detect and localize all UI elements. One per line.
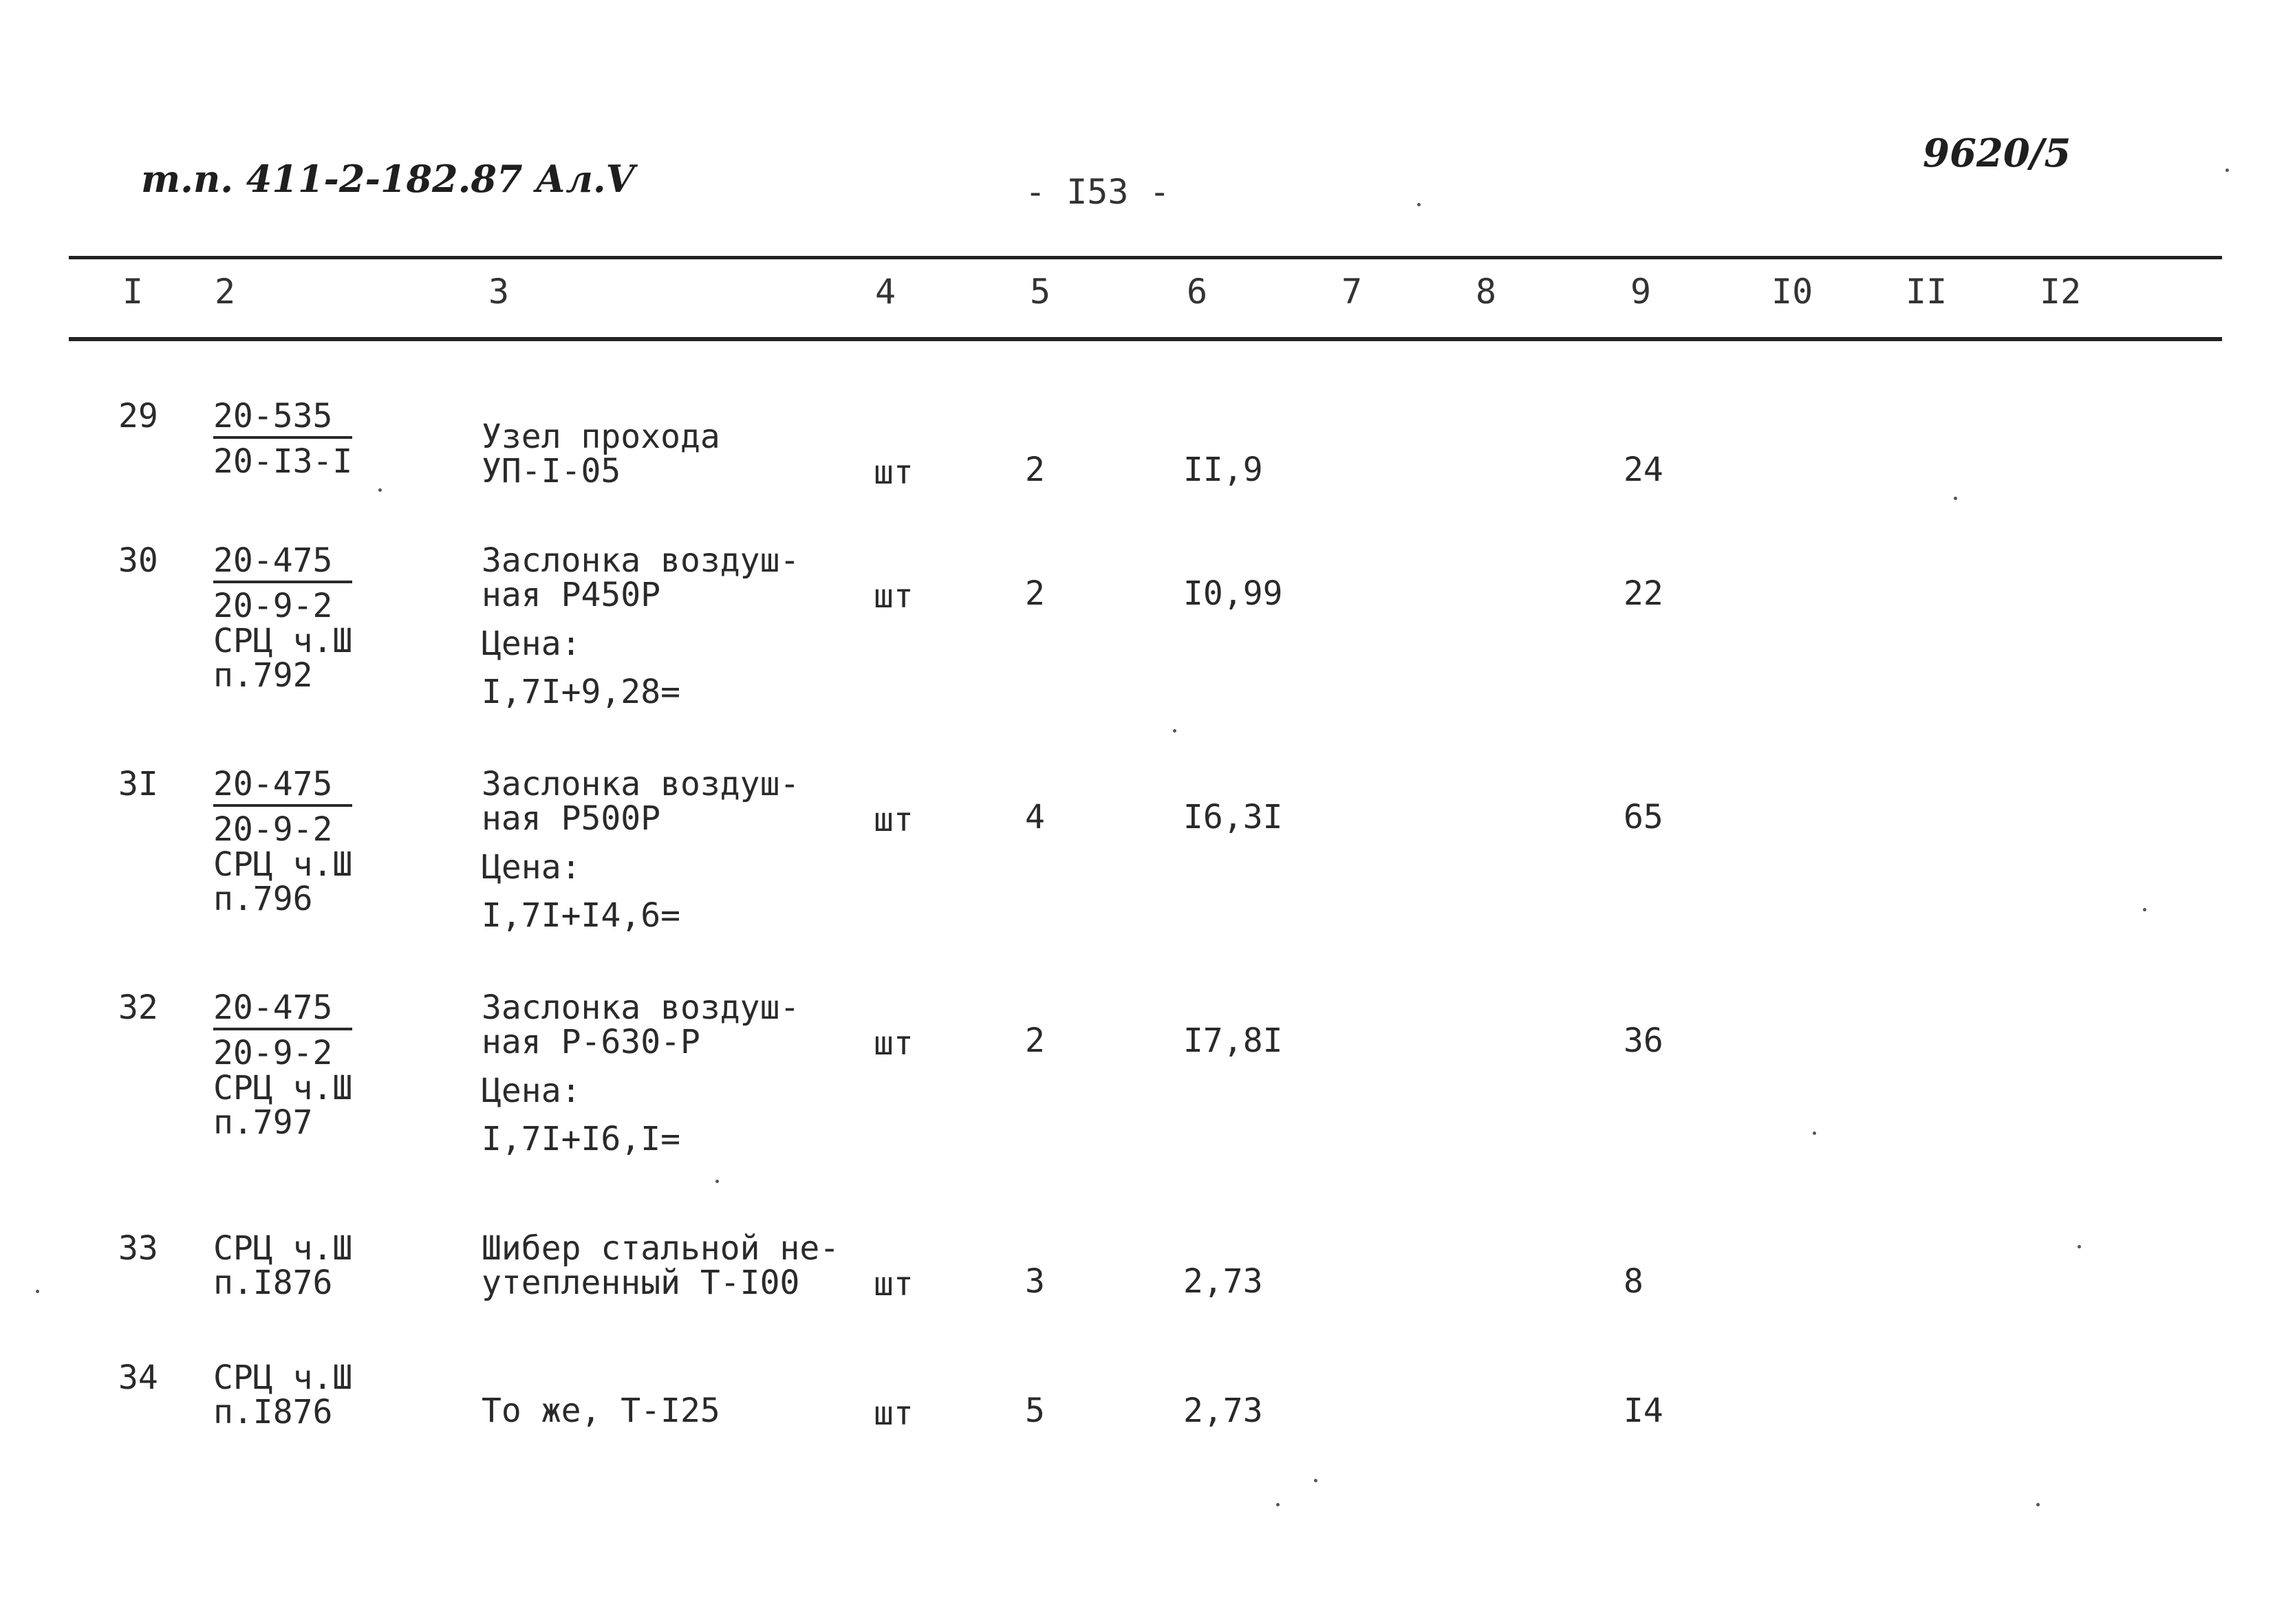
document-code: т.п. 411-2-182.87 Ал.V [141,157,635,201]
unit: шт [874,1394,914,1433]
page-number: - I53 - [1025,172,1170,212]
column-header-8: 8 [1476,272,1497,312]
row-number: 33 [118,1229,158,1268]
item-description: Узел прохода УП-I-05 [482,418,720,491]
unit-price: I0,99 [1183,574,1283,613]
column-header-1: I [122,272,144,312]
total: 8 [1624,1262,1643,1301]
quantity: 2 [1025,1021,1045,1060]
quantity: 5 [1025,1392,1045,1430]
unit: шт [874,801,914,839]
scan-speck [2078,1245,2081,1248]
item-description: То же, Т-I25 [482,1392,720,1430]
column-header-5: 5 [1030,272,1051,312]
column-header-4: 4 [875,272,896,312]
table-top-rule [69,256,2222,259]
unit: шт [874,1024,914,1063]
quantity: 2 [1025,451,1045,489]
column-header-12: I2 [2040,272,2082,312]
scan-speck [2143,908,2146,911]
column-header-9: 9 [1630,272,1652,312]
norm-code: 20-475 20-9-2 СРЦ ч.Ш п.797 [213,988,353,1143]
unit-price: I7,8I [1183,1021,1283,1060]
unit-price: 2,73 [1183,1262,1263,1301]
scan-speck [1314,1479,1317,1482]
sheet-reference: 9620/5 [1923,131,2071,176]
column-header-11: II [1906,272,1948,312]
scan-speck [715,1180,719,1183]
scan-speck [1813,1132,1816,1135]
row-number: 29 [118,397,158,435]
quantity: 4 [1025,798,1045,836]
total: 24 [1624,451,1663,489]
scan-speck [2225,169,2229,172]
total: 36 [1624,1021,1663,1060]
total: 22 [1624,574,1663,613]
row-number: 32 [118,988,158,1027]
norm-code: СРЦ ч.Ш п.I876 [213,1229,353,1303]
unit: шт [874,453,914,492]
scan-speck [36,1290,39,1293]
quantity: 3 [1025,1262,1045,1301]
unit-price: 2,73 [1183,1392,1263,1430]
unit: шт [874,577,914,616]
item-description: Заслонка воздуш- ная Р-630-Р Цена: I,7I+I6,I= [482,988,800,1159]
column-header-10: I0 [1771,272,1813,312]
item-description: Заслонка воздуш- ная Р450Р Цена: I,7I+9,28= [482,541,800,712]
table-header-rule [69,337,2222,341]
norm-code: 20-475 20-9-2 СРЦ ч.Ш п.796 [213,765,353,919]
scan-speck [1417,203,1421,206]
quantity: 2 [1025,574,1045,613]
scan-speck [1173,729,1176,733]
scan-speck [2036,1503,2040,1506]
row-number: 3I [118,765,158,803]
column-header-7: 7 [1341,272,1363,312]
column-header-3: 3 [488,272,510,312]
row-number: 34 [118,1358,158,1397]
total: I4 [1624,1392,1663,1430]
norm-code: СРЦ ч.Ш п.I876 [213,1358,353,1432]
item-description: Заслонка воздуш- ная Р500Р Цена: I,7I+I4,6= [482,765,800,935]
item-description: Шибер стальной не- утепленный Т-I00 [482,1229,840,1303]
norm-code: 20-535 20-I3-I [213,397,353,481]
total: 65 [1624,798,1663,836]
norm-code: 20-475 20-9-2 СРЦ ч.Ш п.792 [213,541,353,695]
scan-speck [1954,497,1957,500]
column-header-2: 2 [215,272,236,312]
unit: шт [874,1265,914,1303]
column-header-6: 6 [1187,272,1208,312]
row-number: 30 [118,541,158,580]
unit-price: I6,3I [1183,798,1283,836]
scan-speck [378,488,382,492]
unit-price: II,9 [1183,451,1263,489]
scan-speck [1276,1503,1280,1506]
